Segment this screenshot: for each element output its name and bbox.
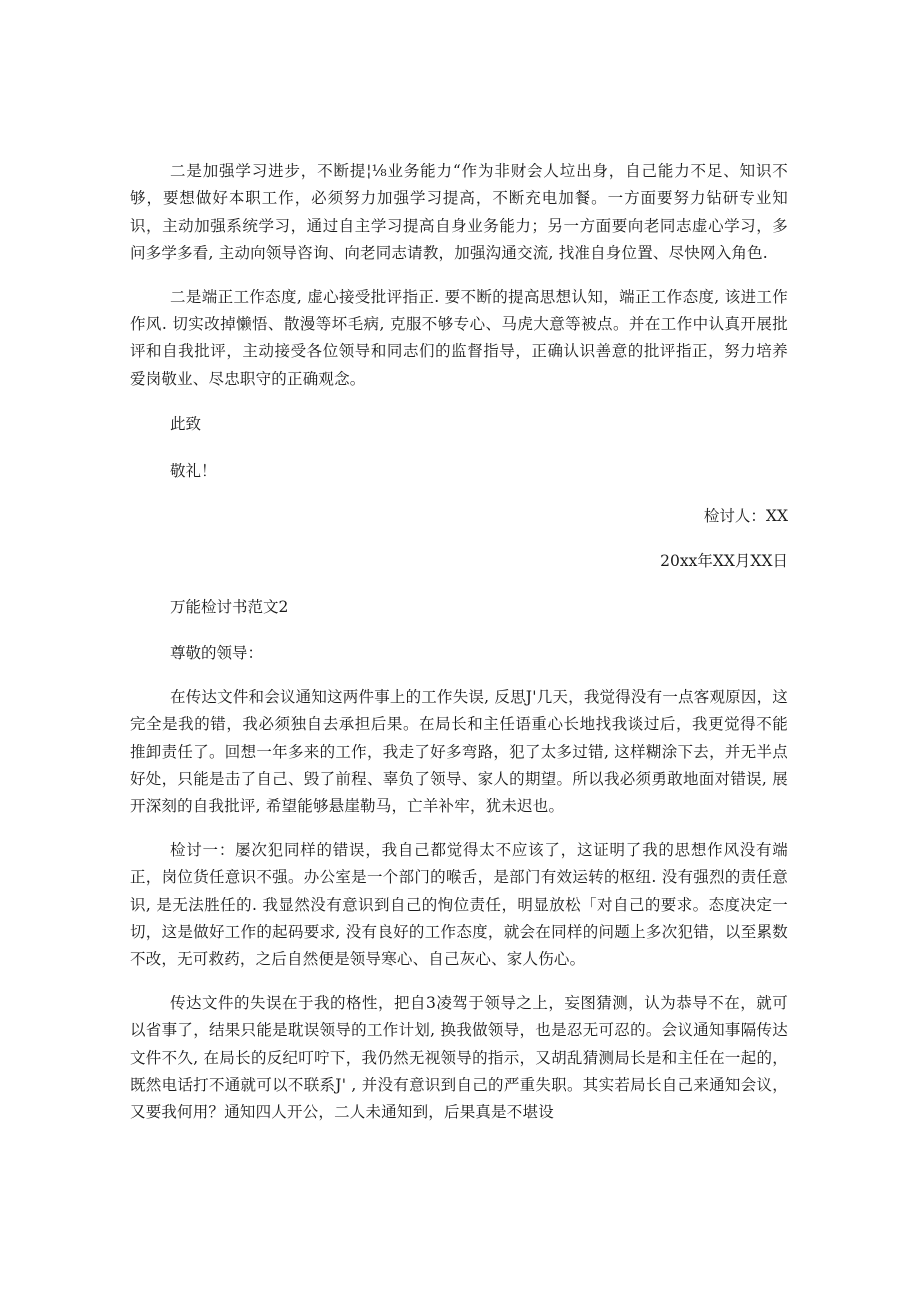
- paragraph-review-one: 检讨一：屡次犯同样的错误，我自己都觉得太不应该了，这证明了我的思想作风没有端正，岗位货任意识不强。办公室是一个部门的喉舌，是部门有效运转的枢纽. 没有强烈的责任意识, 是无法胜任的. 我显然没有意识到自己的恂位责任，明显放松「对自己的要求。态度决定一切，这是做好工作的起码要求, 没有良好的工作态度，就会在同样的问题上多次犯错，以至累数不改，无可救药，之后自然便是领导寒心、自己灰心、家人伤心。: [130, 840, 788, 969]
- greeting-text: 尊敬的领导：: [170, 644, 264, 663]
- paragraph-study: 二是加强学习进步，不断提¦⅛业务能力“作为非财会人垃出身，自己能力不足、知识不够，要想做好本职工作，必须努力加强学习提高，不断充电加餐。一方面要努力钻研专业知识，主动加强系统学习，通过自主学习提高自身业务能力；另一方面要向老同志虚心学习，多问多学多看, 主动向领导咨询、向老同志请教，加强沟通交流, 找准自身位置、尽快网入角色.: [130, 162, 788, 263]
- section-title: 万能检讨书范文2: [170, 597, 289, 616]
- paragraph-attitude: 二是端正工作态度, 虚心接受批评指正. 要不断的提高思想认知，端正工作态度, 该进工作作风. 切实改掉懒悟、散漫等坏毛病, 克服不够专心、马虎大意等被点。并在工作中认真开展批评和自我批评，主动接受各位领导和同志们的监督指导，正确认识善意的批评指正，努力培养爱岗敬业、尽忠职守的正确观念。: [130, 287, 788, 388]
- paragraph-mistake-detail: 传达文件的失误在于我的格性，把自3凌驾于领导之上，妄图猜测，认为恭导不在，就可以省事了，结果只能是耽误领导的工作计划, 换我做领导，也是忍无可忍的。会议通知事隔传达文件不久, 在局长的反纪叮咛下，我仍然无视领导的指示，又胡乱猜测局长是和主任在一起的，既然电话打不通就可以不联系J' , 并没有意识到自己的严重失职。其实若局长自己来通知会议，又要我何用？通知四人开公，二人未通知到，后果真是不堪设: [130, 993, 788, 1122]
- paragraph-reflection: 在传达文件和会议通知这两件事上的工作失误, 反思J'几天，我觉得没有一点客观原因，这完全是我的错，我必须独自去承担后果。在局长和主任语重心长地找我谈过后，我更觉得不能推卸责任了。回想一年多来的工作，我走了好多弯路，犯了太多过错, 这样糊涂下去，并无半点好处，只能是击了自己、毁了前程、辜负了领导、家人的期望。所以我必须勇敢地面对错误, 展开深刻的自我批评, 希望能够悬崖勒马，亡羊补牢，犹未迟也。: [130, 687, 788, 816]
- date-text: 20xx年XX月XX日: [660, 552, 788, 571]
- document-page: [130, 158, 788, 1143]
- salute-text: 敬礼！: [170, 461, 217, 480]
- signature-text: 检讨人：XX: [703, 507, 788, 526]
- closing-text: 此致: [170, 415, 202, 434]
